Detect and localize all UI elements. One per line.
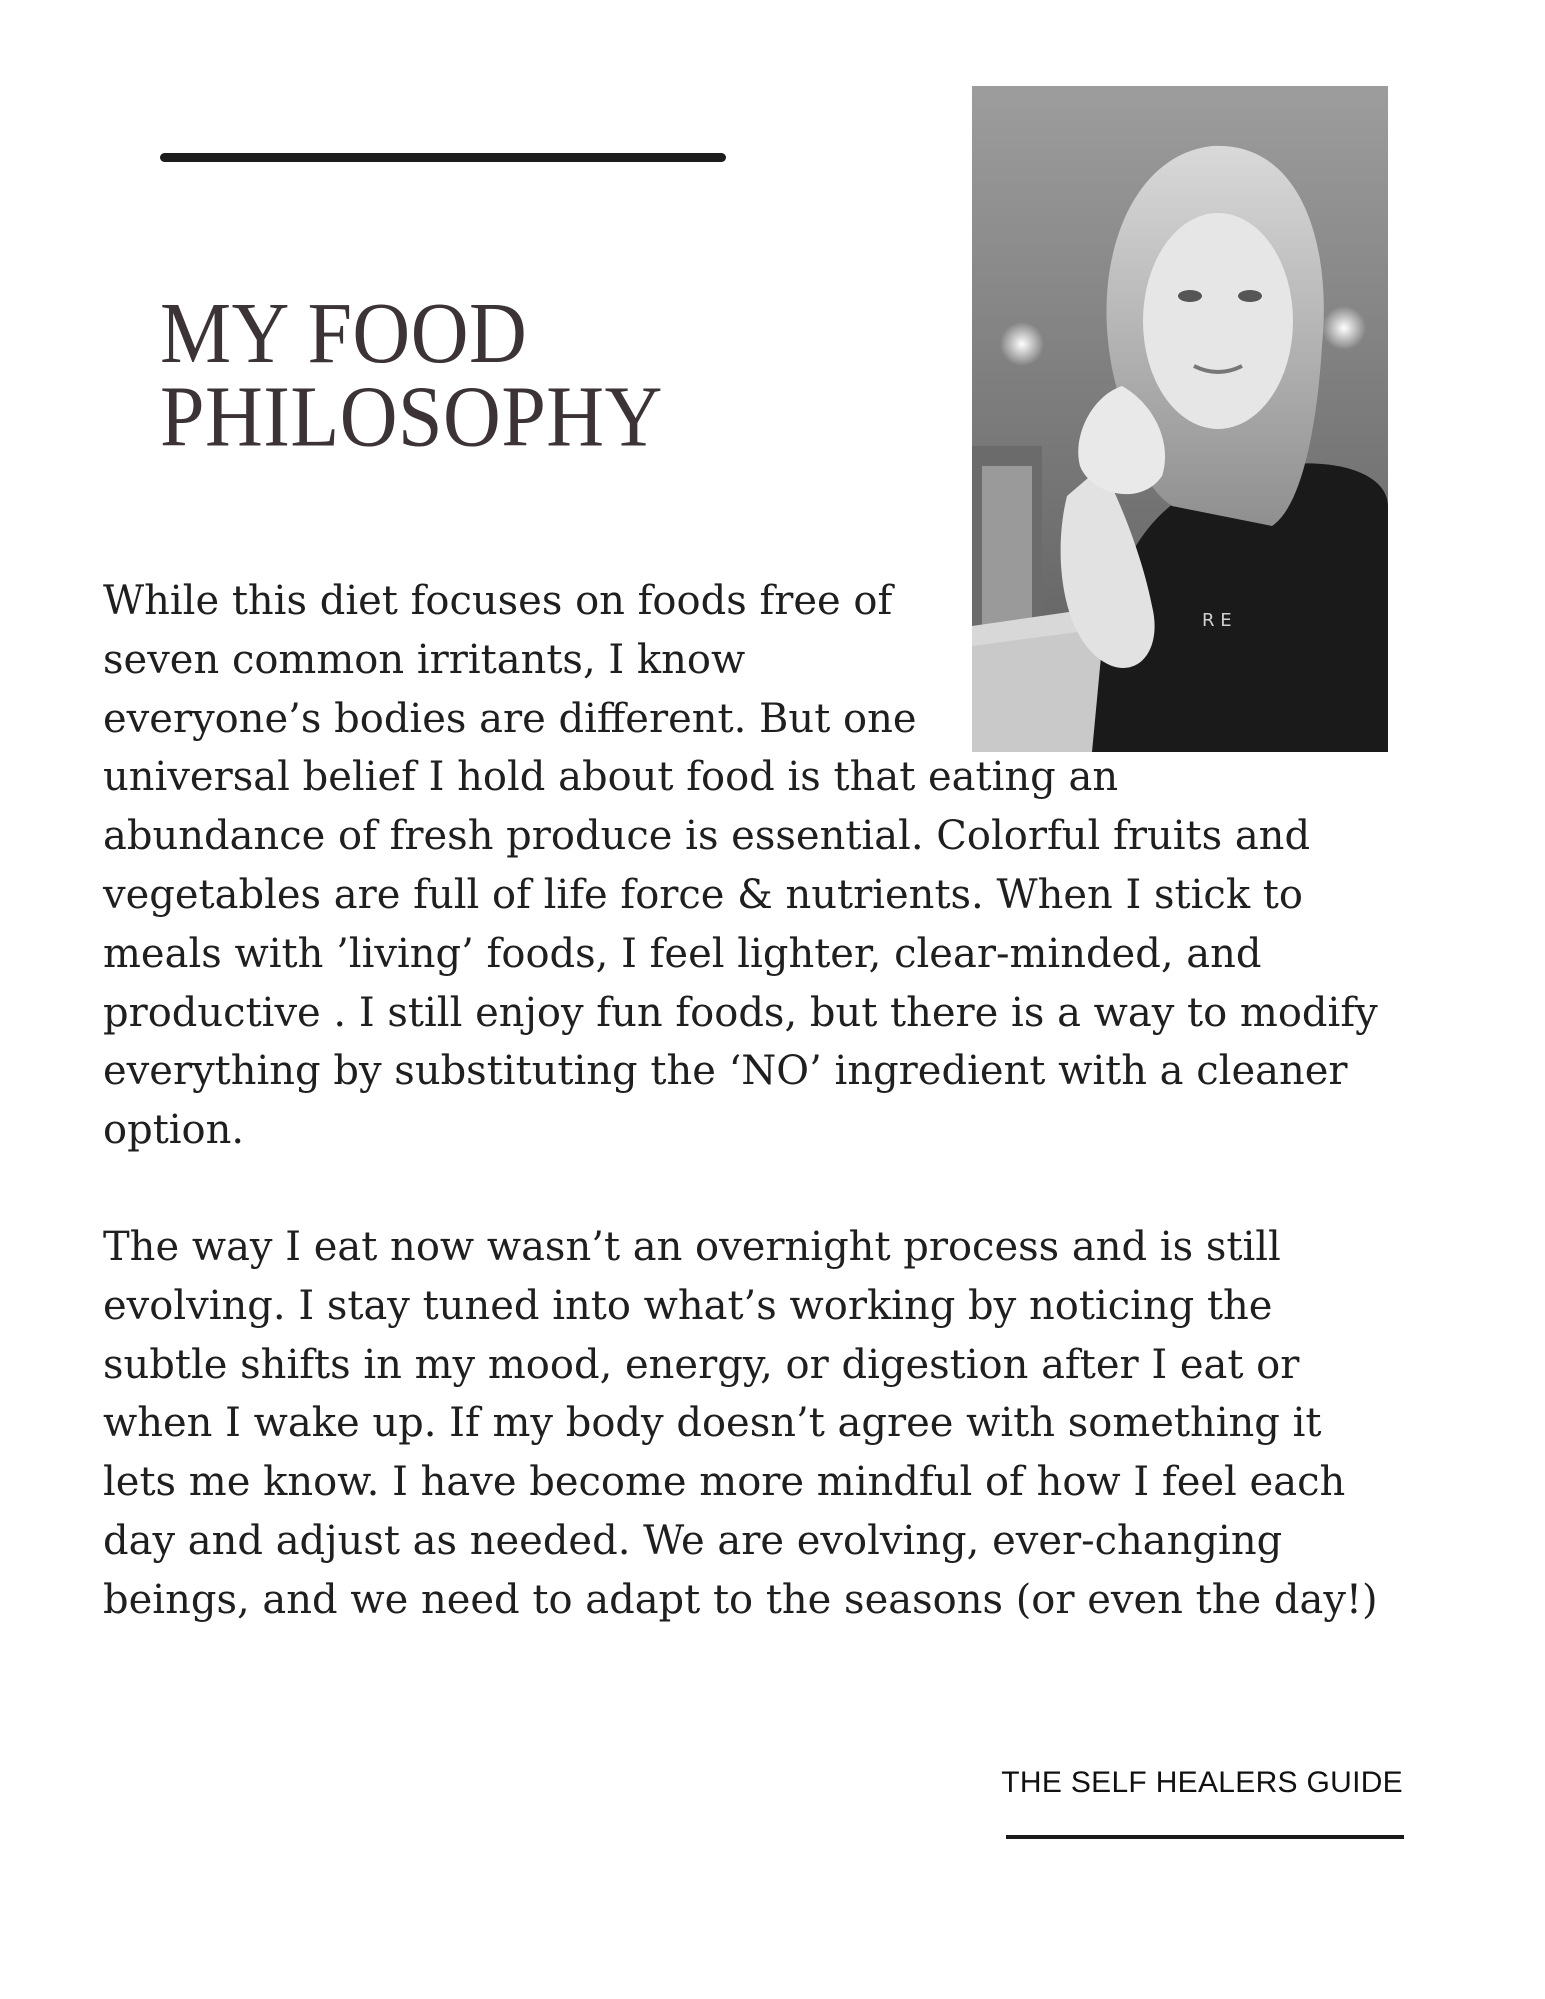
- text-line: beings, and we need to adapt to the seasons (or even the day!): [103, 1576, 1378, 1623]
- photo-wrap-spacer: [963, 572, 1403, 762]
- text-line: evolving. I stay tuned into what’s working by noticing the: [103, 1282, 1273, 1329]
- text-line: While this diet focuses on foods free of: [103, 578, 893, 624]
- text-line: universal belief I hold about food is that eating an: [103, 754, 1119, 801]
- footer-divider: [1006, 1835, 1404, 1839]
- title-line-1: MY FOOD: [160, 286, 528, 382]
- text-line: lets me know. I have become more mindful of how I feel each: [103, 1459, 1346, 1506]
- footer-brand: THE SELF HEALERS GUIDE: [1001, 1766, 1403, 1799]
- text-line: when I wake up. If my body doesn’t agree with something it: [103, 1400, 1322, 1447]
- text-line: everything by substituting the ‘NO’ ingredient with a cleaner: [103, 1048, 1348, 1095]
- text-line: subtle shifts in my mood, energy, or digestion after I eat or: [103, 1341, 1300, 1388]
- text-line: option.: [103, 1107, 245, 1154]
- page-title: [160, 286, 663, 465]
- paragraph-2: [103, 1218, 1403, 1630]
- text-line: everyone’s bodies are different. But one: [103, 695, 917, 742]
- text-line: The way I eat now wasn’t an overnight process and is still: [103, 1223, 1281, 1270]
- title-line-2: PHILOSOPHY: [160, 369, 663, 465]
- text-line: productive . I still enjoy fun foods, but there is a way to modify: [103, 989, 1378, 1036]
- text-line: seven common irritants, I know: [103, 636, 746, 683]
- text-line: abundance of fresh produce is essential. Colorful fruits and: [103, 813, 1311, 860]
- top-divider: [160, 153, 726, 162]
- svg-text:R E: R E: [1202, 610, 1232, 631]
- text-line: meals with ’living’ foods, I feel lighter, clear-minded, and: [103, 930, 1262, 977]
- body-text: [103, 572, 1403, 1630]
- text-line: day and adjust as needed. We are evolving, ever-changing: [103, 1517, 1283, 1564]
- text-line: vegetables are full of life force & nutrients. When I stick to: [103, 871, 1303, 918]
